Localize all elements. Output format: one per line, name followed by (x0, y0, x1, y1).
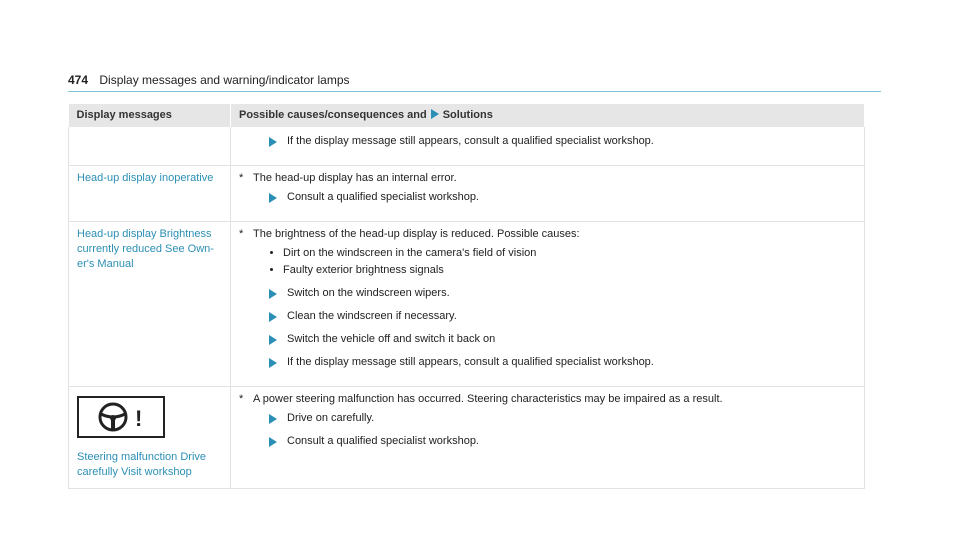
solution-cell (231, 166, 865, 222)
cause-text: * A power steering malfunction has occurred. Steering characteristics may be impaired as a result. (239, 393, 723, 405)
solution-step: If the display message still appears, consult a qualified specialist workshop. (239, 134, 856, 149)
cause-text: * The brightness of the head-up display is reduced. Possible causes: (239, 228, 580, 240)
display-message-text: Head-up display inoperative (77, 172, 214, 184)
solution-step: Clean the windscreen if necessary. (239, 309, 856, 324)
arrow-right-icon (269, 358, 277, 368)
table-row (69, 166, 865, 222)
list-item: • Faulty exterior brightness signals (283, 263, 856, 278)
display-message-text: Head-up display Brightness currently reduced See Own- er's Manual (77, 228, 214, 270)
arrow-right-icon (269, 335, 277, 345)
solution-step: Drive on carefully. (239, 411, 856, 426)
arrow-right-icon (269, 193, 277, 203)
table-header-row (69, 104, 865, 127)
display-messages-table (68, 104, 865, 489)
page-number: 474 (68, 73, 89, 87)
steering-warning-icon (77, 396, 165, 438)
solution-step: Switch the vehicle off and switch it back on (239, 332, 856, 347)
page-title: Display messages and warning/indicator lamps (99, 73, 350, 87)
arrow-right-icon (269, 414, 277, 424)
column-header-causes: Possible causes/consequences and Solutions (231, 104, 865, 127)
solution-step: If the display message still appears, consult a qualified specialist workshop. (239, 355, 856, 370)
page-header (68, 72, 881, 88)
message-cell (69, 222, 231, 387)
list-item: • Dirt on the windscreen in the camera's field of vision (283, 246, 856, 261)
table-row (69, 387, 865, 489)
solution-step: Consult a qualified specialist workshop. (239, 434, 856, 449)
message-cell (69, 166, 231, 222)
message-cell (69, 127, 231, 166)
arrow-right-icon (269, 312, 277, 322)
arrow-right-icon (269, 437, 277, 447)
solution-cell (231, 222, 865, 387)
arrow-right-icon (269, 289, 277, 299)
column-header-messages: Display messages (69, 104, 231, 127)
arrow-right-icon (269, 137, 277, 147)
solution-step: Consult a qualified specialist workshop. (239, 190, 856, 205)
cause-list (239, 246, 856, 278)
table-row (69, 222, 865, 387)
solution-cell (231, 387, 865, 489)
steering-wheel-icon (91, 400, 151, 434)
arrow-right-icon (431, 109, 439, 119)
solution-step: Switch on the windscreen wipers. (239, 286, 856, 301)
solution-cell (231, 127, 865, 166)
table-row (69, 127, 865, 166)
exclamation-mark: ! (135, 406, 143, 431)
cause-text: * The head-up display has an internal error. (239, 172, 457, 184)
header-rule (68, 91, 881, 92)
display-message-text: Steering malfunction Drive carefully Visit workshop (77, 451, 207, 478)
message-cell (69, 387, 231, 489)
